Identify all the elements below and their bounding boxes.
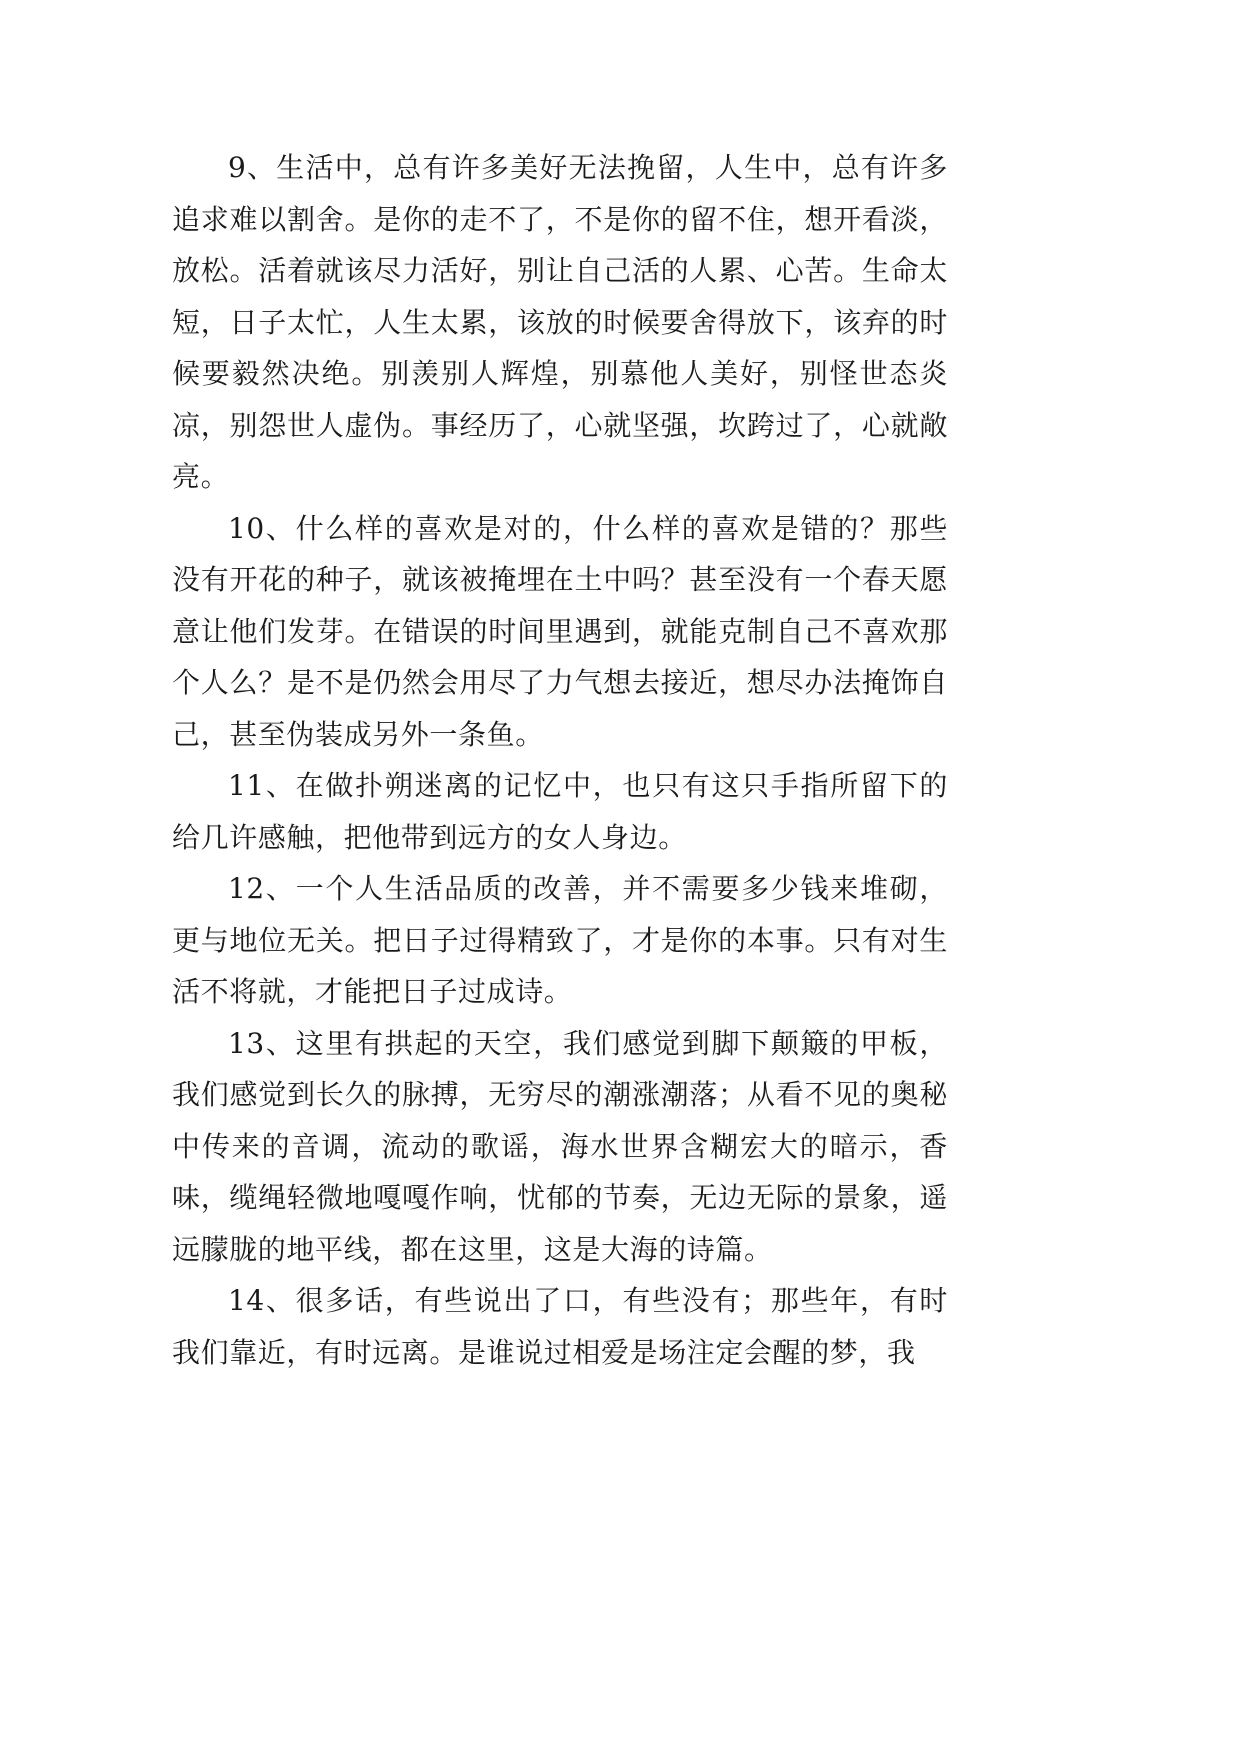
paragraph-13: 13、这里有拱起的天空，我们感觉到脚下颠簸的甲板，我们感觉到长久的脉搏，无穷尽的潮涨潮落；从看不见的奥秘中传来的音调，流动的歌谣，海水世界含糊宏大的暗示，香味，缆绳轻微地嘎嘎作响，忧郁的节奏，无边无际的景象，遥远朦胧的地平线，都在这里，这是大海的诗篇。 [172,1026,948,1266]
paragraph-9: 9、生活中，总有许多美好无法挽留，人生中，总有许多追求难以割舍。是你的走不了，不是你的留不住，想开看淡，放松。活着就该尽力活好，别让自己活的人累、心苦。生命太短，日子太忙，人生太累，该放的时候要舍得放下，该弃的时候要毅然决绝。别羡别人辉煌，别慕他人美好，别怪世态炎凉，别怨世人虚伪。事经历了，心就坚强，坎跨过了，心就敞亮。 [172,151,948,493]
paragraph-10: 10、什么样的喜欢是对的，什么样的喜欢是错的？那些没有开花的种子，就该被掩埋在土中吗？甚至没有一个春天愿意让他们发芽。在错误的时间里遇到，就能克制自己不喜欢那个人么？是不是仍然会用尽了力气想去接近，想尽办法掩饰自己，甚至伪装成另外一条鱼。 [172,511,948,751]
paragraph-14: 14、很多话，有些说出了口，有些没有；那些年，有时我们靠近，有时远离。是谁说过相爱是场注定会醒的梦，我 [172,1284,948,1369]
document-page [172,142,948,1378]
paragraph-11: 11、在做扑朔迷离的记忆中，也只有这只手指所留下的给几许感触，把他带到远方的女人身边。 [172,769,948,854]
paragraph-12: 12、一个人生活品质的改善，并不需要多少钱来堆砌，更与地位无关。把日子过得精致了，才是你的本事。只有对生活不将就，才能把日子过成诗。 [172,872,948,1008]
